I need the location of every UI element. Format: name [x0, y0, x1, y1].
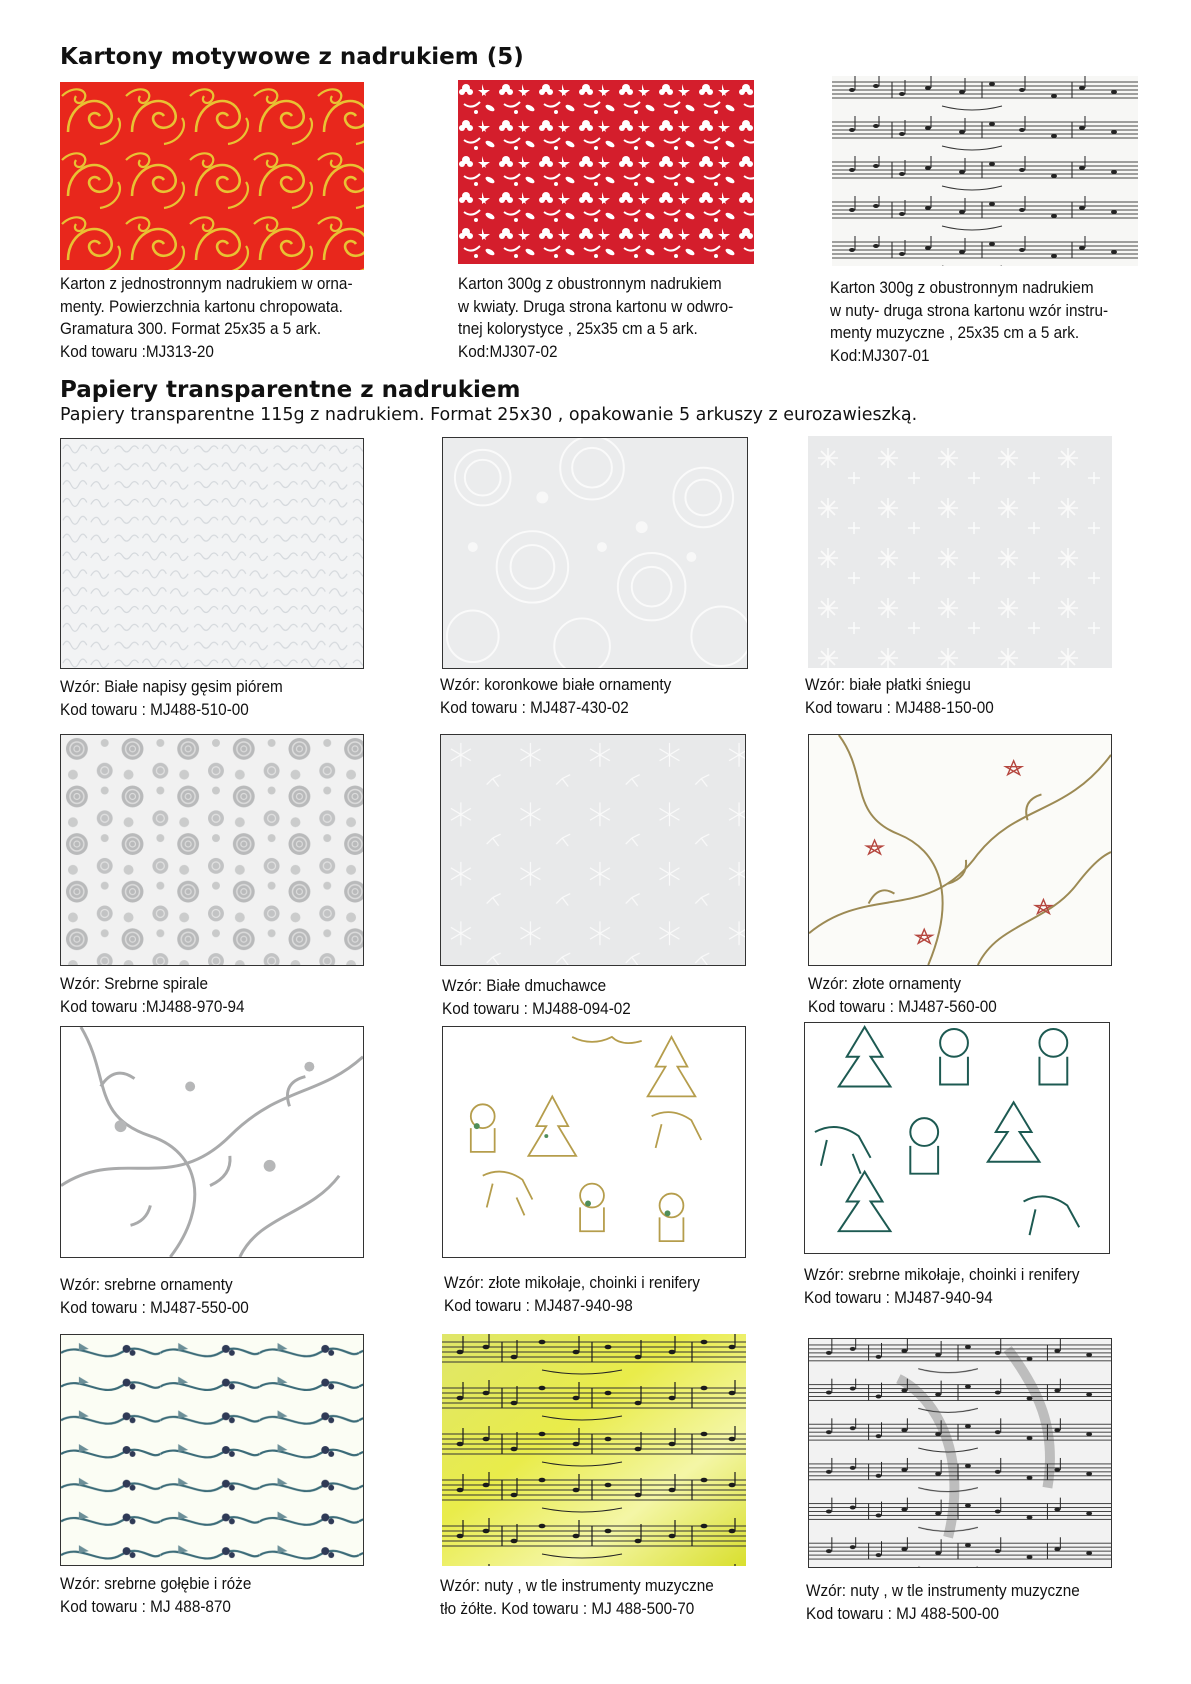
caption-silver-spirals: Wzór: Srebrne spirale Kod towaru :MJ488-970-94 — [60, 974, 245, 1016]
caption-white-lace: Wzór: koronkowe białe ornamenty Kod towaru : MJ487-430-02 — [440, 675, 672, 717]
caption-gold-ornaments: Wzór: złote ornamenty Kod towaru : MJ487-560-00 — [808, 974, 997, 1016]
swatch-gold-santas — [442, 1026, 746, 1258]
section-title-cards: Kartony motywowe z nadrukiem (5) — [60, 44, 524, 70]
swatch-doves-roses — [60, 1334, 364, 1566]
swatch-silver-santas — [804, 1022, 1110, 1254]
caption-grey-music: Wzór: nuty , w tle instrumenty muzyczne Kod towaru : MJ 488-500-00 — [806, 1581, 1080, 1623]
caption-white-dandelions: Wzór: Białe dmuchawce Kod towaru : MJ488-094-02 — [442, 976, 631, 1018]
section-subtitle: Papiery transparentne 115g z nadrukiem. Format 25x30 , opakowanie 5 arkuszy z eurozawieszką. — [60, 405, 918, 425]
swatch-silver-spirals — [60, 734, 364, 966]
swatch-quill-script — [60, 438, 364, 669]
caption-yellow-music: Wzór: nuty , w tle instrumenty muzyczne tło żółte. Kod towaru : MJ 488-500-70 — [440, 1576, 714, 1618]
swatch-music-notes-card — [832, 76, 1138, 266]
swatch-white-lace — [442, 437, 748, 669]
swatch-gold-ornaments — [808, 734, 1112, 966]
caption-snowflakes: Wzór: białe płatki śniegu Kod towaru : MJ488-150-00 — [805, 675, 994, 717]
caption-silver-ornaments: Wzór: srebrne ornamenty Kod towaru : MJ487-550-00 — [60, 1275, 249, 1317]
caption-quill-script: Wzór: Białe napisy gęsim piórem Kod towaru : MJ488-510-00 — [60, 677, 283, 719]
section-title-transparent: Papiery transparentne z nadrukiem — [60, 377, 521, 403]
swatch-grey-music — [808, 1338, 1112, 1568]
swatch-silver-ornaments — [60, 1026, 364, 1258]
swatch-white-dandelions — [440, 734, 746, 966]
swatch-red-gold-swirls — [60, 82, 364, 270]
caption-doves-roses: Wzór: srebrne gołębie i róże Kod towaru : MJ 488-870 — [60, 1574, 252, 1616]
swatch-red-white-flowers — [458, 80, 754, 264]
card-caption-2: Karton 300g z obustronnym nadrukiem w kwiaty. Druga strona kartonu w odwro- tnej kolorystyce , 25x35 cm a 5 ark. Kod:MJ307-02 — [458, 274, 734, 361]
swatch-snowflakes — [808, 436, 1112, 668]
caption-gold-santas: Wzór: złote mikołaje, choinki i renifery Kod towaru : MJ487-940-98 — [444, 1273, 700, 1315]
card-caption-3: Karton 300g z obustronnym nadrukiem w nuty- druga strona kartonu wzór instru- menty muzyczne , 25x35 cm a 5 ark. Kod:MJ307-01 — [830, 278, 1109, 365]
card-caption-1: Karton z jednostronnym nadrukiem w orna- menty. Powierzchnia kartonu chropowata. Gramatura 300. Format 25x35 a 5 ark. Kod towaru :MJ313-20 — [60, 274, 353, 361]
caption-silver-santas: Wzór: srebrne mikołaje, choinki i renifery Kod towaru : MJ487-940-94 — [804, 1265, 1080, 1307]
swatch-yellow-music — [442, 1334, 746, 1566]
